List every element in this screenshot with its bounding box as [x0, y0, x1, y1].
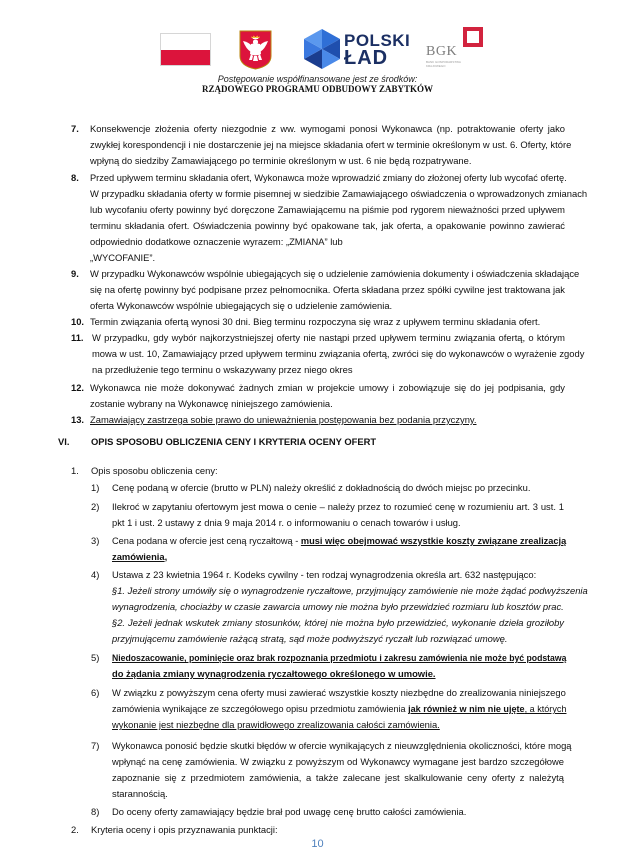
item-number: 7. [71, 123, 79, 134]
polski-lad-mark-icon [300, 27, 344, 71]
point-text: W związku z powyższym cena oferty musi zawierać wszystkie koszty niezbędne do zrealizowania niniejszego [112, 687, 566, 698]
item-text-line: terminu składania ofert. Oświadczenia powinny być opakowane tak, jak oferta, a opakowanie powinno zawierać [90, 220, 565, 231]
item-text-line: Termin związania ofertą wynosi 30 dni. Bieg terminu rozpoczyna się wraz z upływem terminu składania ofert. [90, 316, 541, 327]
point-text [112, 701, 566, 717]
program-name: RZĄDOWEGO PROGRAMU ODBUDOWY ZABYTKÓW [202, 84, 433, 94]
point-text-emphasis: do żądania zmiany wynagrodzenia ryczałtowego określonego w umowie. [112, 668, 436, 679]
point-number: 8) [91, 806, 100, 817]
subsection-number: 1. [71, 465, 79, 476]
flag-of-poland-icon [160, 33, 211, 66]
point-text [112, 549, 167, 565]
quote-line: §2. Jeżeli jednak wskutek zmiany stosunków, której nie można było przewidzieć, wykonanie dzieła groziłoby [112, 617, 564, 628]
section-title: OPIS SPOSOBU OBLICZENIA CENY I KRYTERIA OCENY OFERT [91, 436, 377, 447]
item-text-line: Przed upływem terminu składania ofert, Wykonawca może wprowadzić zmiany do złożonej oferty lub wycofać ofertę. [90, 172, 567, 183]
point-text: pkt 1 i ust. 2 ustawy z dnia 9 maja 2014 r. o informowaniu o cenach towarów i usług. [112, 517, 461, 528]
point-text-emphasis: być podstawą [506, 652, 567, 663]
cofunding-note: Postępowanie współfinansowane jest ze środków: [217, 74, 418, 84]
item-text-line: Konsekwencje złożenia oferty niezgodnie z ww. wymogami ponosi Wykonawca (np. potraktowanie oferty jako [90, 123, 565, 134]
point-text-emphasis: zamówienia [112, 551, 165, 562]
point-text: Ustawa z 23 kwietnia 1964 r. Kodeks cywilny - ten rodzaj wynagrodzenia określa art. 632 następująco: [112, 569, 537, 580]
item-text-line: wpłyną do siedziby Zamawiającego po terminie określonym w ust. 6 nie będą rozpatrywane. [90, 155, 472, 166]
subsection-number: 2. [71, 824, 79, 835]
subsection-title: Opis sposobu obliczenia ceny: [91, 465, 218, 476]
page-number: 10 [311, 838, 324, 850]
bgk-square-icon [463, 27, 483, 47]
point-number: 1) [91, 482, 100, 493]
point-text: Do oceny oferty zamawiający będzie brał pod uwagę cenę brutto całości zamówienia. [112, 806, 467, 817]
item-text-line: mowa w ust. 10, Zamawiający przed upływem terminu związania ofertą, zwróci się do wykonawców o wyrażenie zgody [92, 348, 585, 359]
polski-lad-logo-text: POLSKI [344, 31, 411, 50]
point-text: starannością. [112, 788, 168, 799]
quote-line: §1. Jeżeli strony umówiły się o wynagrodzenie ryczałtowe, przyjmujący zamówienie nie może żądać podwyższenia [112, 585, 588, 596]
point-text: Wykonawca ponosić będzie skutki błędów w ofercie wynikających z nieuwzględnienia okoliczności, które mogą [112, 740, 572, 751]
point-text: Ilekroć w zapytaniu ofertowym jest mowa o cenie – należy przez to rozumieć cenę w rozumieniu art. 3 ust. 1 [112, 501, 564, 512]
point-text: wykonanie jest niezbędne dla prawidłowego zrealizowania całości zamówienia. [112, 719, 440, 730]
point-text-emphasis: musi więc obejmować wszystkie koszty związane zrealizacją [300, 535, 567, 546]
bgk-logo-text: BGK [426, 44, 458, 59]
item-text-line: na przedłużenie tego terminu o wskazywany przez niego okres [92, 364, 353, 375]
point-number: 6) [91, 687, 100, 698]
item-text-line: zostanie wybrany na Wykonawcę niniejszego zamówienia. [90, 398, 333, 409]
item-number: 9. [71, 268, 79, 279]
point-number: 5) [91, 652, 100, 663]
point-text-plain: Cena podana w ofercie jest ceną ryczałtową - [112, 535, 301, 546]
point-text: wpłynąć na cenę zamówienia. W związku z powyższym od Wykonawcy wymagane jest bardzo szczegółowe [112, 756, 564, 767]
polski-lad-logo-text-2: ŁAD [344, 47, 389, 69]
item-text-line: W przypadku składania oferty w formie pisemnej w siedzibie Zamawiającego oświadczenia o wprowadzonych zmianach [90, 188, 588, 199]
point-text: Cenę podaną w ofercie (brutto w PLN) należy określić z dokładnością do dwóch miejsc po przecinku. [112, 482, 531, 493]
point-text [112, 650, 566, 666]
item-text-line: się na ofertę powinny być podpisane przez pełnomocnika. Oferta składana przez spółki cywilne jest traktowana jak [90, 284, 565, 295]
point-text-tail: , [164, 551, 168, 562]
item-text-line: Zamawiający zastrzega sobie prawo do unieważnienia postępowania bez podania przyczyny. [90, 414, 477, 425]
point-text-plain: , a których [524, 703, 567, 714]
item-text-line: W przypadku Wykonawców wspólnie ubiegających się o udzielenie zamówienia dokumenty i oświadczenia składające [90, 268, 580, 279]
item-text-line: lub wycofaniu oferty powinny być doręczone Zamawiającemu na piśmie pod rygorem nieważności przed upływem [90, 204, 565, 215]
point-text: zapoznanie się z przedmiotem zamówienia, a także zalecane jest skalkulowanie ceny oferty z należytą [112, 772, 564, 783]
item-text-line: zwykłej korespondencji i nie dostarczenie jej na miejsce składania ofert w terminie określonym w ust. 6. Oferty, które [90, 139, 572, 150]
bgk-logo-subtext: BANK GOSPODARSTWA KRAJOWEGO [426, 60, 461, 68]
point-text-emphasis: jak również w nim nie ujęte [408, 703, 525, 714]
point-number: 7) [91, 740, 100, 751]
quote-line: przyjmującemu zamówienie rażącą stratą, sąd może podwyższyć ryczałt lub rozwiązać umowę. [112, 633, 508, 644]
point-number: 2) [91, 501, 100, 512]
quote-line: wynagrodzenia, chociażby w czasie zawarcia umowy nie można było przewidzieć rozmiaru lub kosztów prac. [112, 601, 564, 612]
item-number: 10. [71, 316, 85, 327]
item-text-line: W przypadku, gdy wybór najkorzystniejszej oferty nie nastąpi przed upływem terminu związania ofertą, o którym [92, 332, 565, 343]
item-number: 8. [71, 172, 79, 183]
subsection-title: Kryteria oceny i opis przyznawania punktacji: [91, 824, 278, 835]
item-text-line: „WYCOFANIE”. [90, 252, 156, 263]
item-number: 11. [71, 332, 84, 343]
point-text-emphasis: Niedoszacowanie, pominięcie oraz brak rozpoznania przedmiotu i zakresu zamówienia nie może [112, 652, 507, 663]
point-text-plain: zamówienia wynikające ze szczegółowego opisu przedmiotu zamówienia [112, 703, 409, 714]
point-text [112, 533, 566, 549]
section-number: VI. [58, 436, 70, 447]
item-text-line: Wykonawca nie może dokonywać żadnych zmian w projekcie umowy i zobowiązuje się do jej podpisania, gdy [90, 382, 565, 393]
point-number: 4) [91, 569, 100, 580]
item-text-line: oferta Wykonawców wspólnie ubiegających się o udzielenie zamówienia. [90, 300, 393, 311]
item-number: 13. [71, 414, 85, 425]
item-number: 12. [71, 382, 85, 393]
polish-eagle-emblem-icon [239, 30, 272, 70]
item-text-line: odpowiednio dodatkowe oznaczenie wyrazem: „ZMIANA” lub [90, 236, 343, 247]
point-number: 3) [91, 535, 100, 546]
